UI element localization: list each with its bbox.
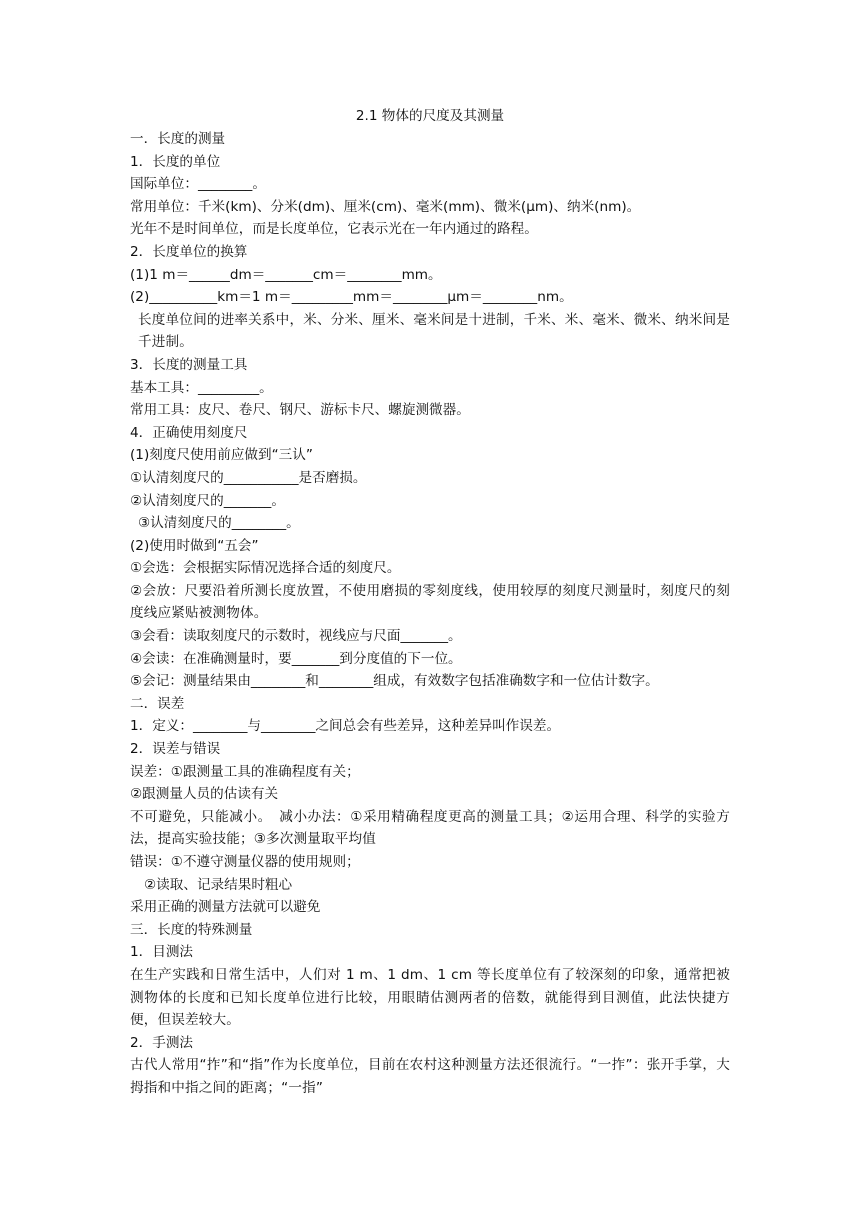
text-line: 光年不是时间单位，而是长度单位，它表示光在一年内通过的路程。: [130, 221, 538, 238]
paragraph: 在生产实践和日常生活中，人们对 1 m、1 dm、1 cm 等长度单位有了较深刻的印象，通常把被测物体的长度和已知长度单位进行比较，用眼睛估测两者的倍数，就能得到目测值，此法快捷方便，但误差较大。: [130, 966, 730, 1029]
document-title: 2.1 物体的尺度及其测量: [355, 108, 505, 124]
text-line: ③认清刻度尺的________。: [138, 515, 300, 532]
text-line: (1)1 m＝______dm＝_______cm＝________mm。: [130, 266, 442, 283]
text-line: 国际单位：________。: [130, 176, 266, 193]
subsection-heading: 4．正确使用刻度尺: [130, 424, 248, 441]
text-line: (2)__________km＝1 m＝_________mm＝________μm＝________nm。: [130, 289, 573, 306]
text-line: ③会看：读取刻度尺的示数时，视线应与尺面_______。: [130, 628, 462, 645]
text-line: 1．定义：________与________之间总会有些差异，这种差异叫作误差。: [130, 718, 561, 735]
paragraph: 古代人常用“拃”和“指”作为长度单位，目前在农村这种测量方法还很流行。“一拃”：张开手掌，大拇指和中指之间的距离；“一指”: [130, 1057, 730, 1096]
subsection-heading: 1．目测法: [130, 944, 194, 961]
paragraph: 长度单位间的进率关系中，米、分米、厘米、毫米间是十进制，千米、米、毫米、微米、纳米间是千进制。: [138, 311, 730, 351]
text-line: ②跟测量人员的估读有关: [130, 786, 279, 803]
subsection-heading: 2．误差与错误: [130, 741, 221, 758]
text-line: ①会选：会根据实际情况选择合适的刻度尺。: [130, 560, 401, 577]
text-line: 基本工具：_________。: [130, 379, 273, 396]
paragraph: 不可避免，只能减小。 减小办法：①采用精确程度更高的测量工具；②运用合理、科学的实验方法，提高实验技能；③多次测量取平均值: [130, 808, 730, 848]
text-line: ①认清刻度尺的___________是否磨损。: [130, 469, 367, 486]
subsection-heading: 3．长度的测量工具: [130, 356, 248, 373]
section-heading: 三．长度的特殊测量: [130, 921, 253, 938]
text-line: 采用正确的测量方法就可以避免: [130, 899, 321, 916]
text-line: 错误：①不遵守测量仪器的使用规则；: [130, 854, 360, 870]
subsection-heading: 1．长度的单位: [130, 153, 221, 170]
text-line: 常用工具：皮尺、卷尺、钢尺、游标卡尺、螺旋测微器。: [130, 402, 470, 419]
text-line: ②认清刻度尺的_______。: [130, 492, 285, 509]
text-line: 误差：①跟测量工具的准确程度有关；: [130, 763, 360, 780]
section-heading: 二．误差: [130, 695, 185, 712]
subsection-heading: 2．长度单位的换算: [130, 243, 248, 260]
text-line: ④会读：在准确测量时，要_______到分度值的下一位。: [130, 650, 462, 667]
document-body: [130, 104, 730, 1100]
text-line: (2)使用时做到“五会”: [130, 537, 259, 554]
text-line: ⑤会记：测量结果由________和________组成，有效数字包括准确数字和一位估计数字。: [130, 673, 659, 690]
section-heading: 一．长度的测量: [130, 131, 226, 147]
paragraph: ②会放：尺要沿着所测长度放置，不使用磨损的零刻度线，使用较厚的刻度尺测量时，刻度尺的刻度线应紧贴被测物体。: [130, 582, 730, 622]
text-line: 常用单位：千米(km)、分米(dm)、厘米(cm)、毫米(mm)、微米(μm)、纳米(nm)。: [130, 198, 641, 215]
text-line: (1)刻度尺使用前应做到“三认”: [130, 447, 313, 464]
subsection-heading: 2．手测法: [130, 1034, 194, 1051]
text-line: ②读取、记录结果时粗心: [144, 876, 293, 893]
